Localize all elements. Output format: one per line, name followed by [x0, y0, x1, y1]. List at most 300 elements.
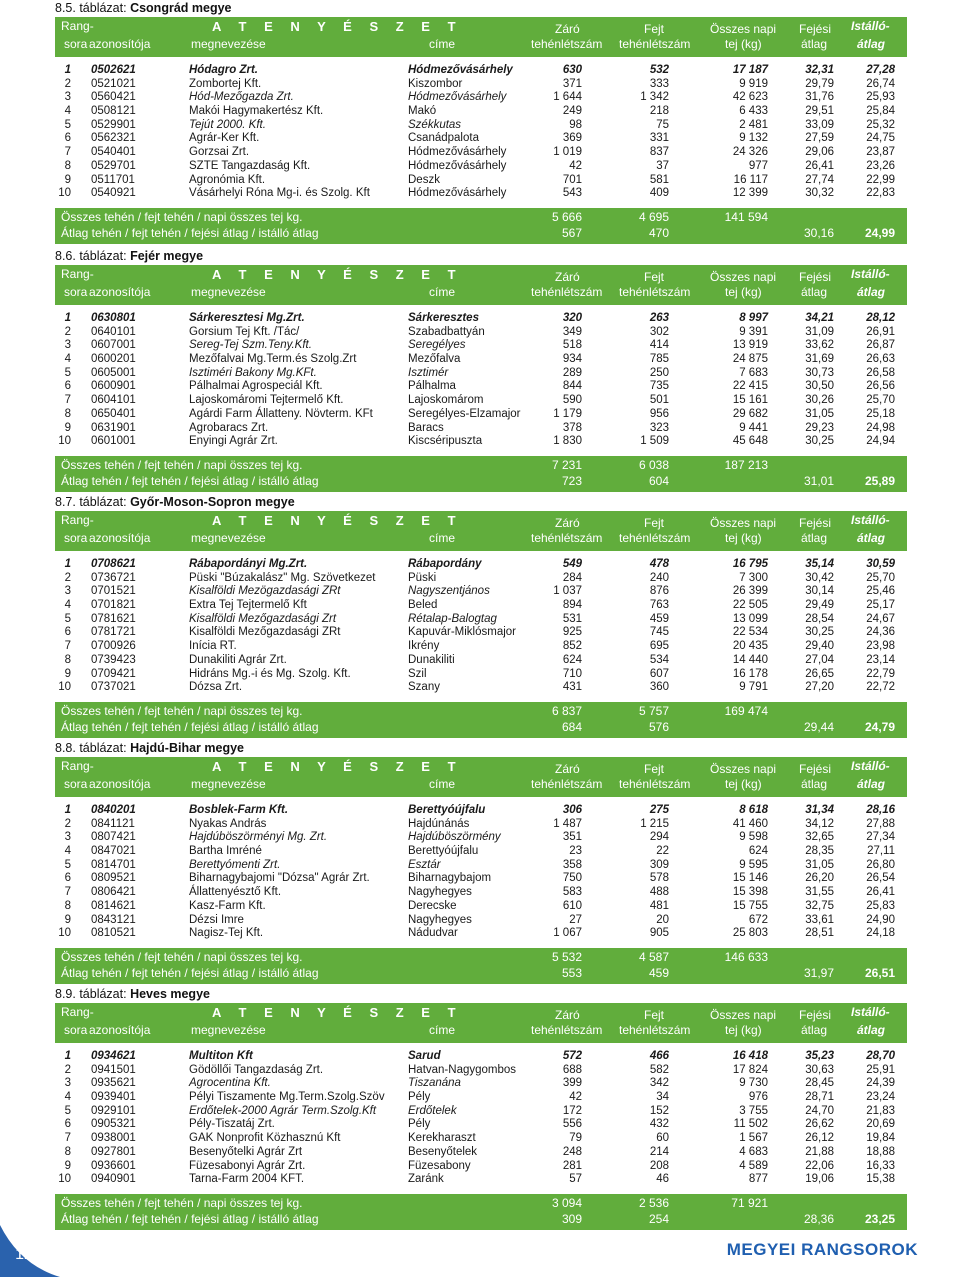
table-row: [55, 927, 907, 941]
milking-header-1: Fejt: [644, 1008, 665, 1022]
name-cell: Erdőtelek-2000 Agrár Term.Szolg.Kft: [189, 1104, 377, 1117]
addr-cell: Hódmezővásárhely: [408, 91, 507, 104]
milk-avg-cell: 29,79: [805, 77, 834, 90]
page-number: 12: [15, 1246, 33, 1263]
milking-cell: 1 215: [640, 817, 669, 830]
addr-cell: Biharnagybajom: [408, 872, 492, 885]
total-milking: 6 038: [638, 457, 669, 472]
total-milk-cell: 42 623: [732, 91, 768, 104]
name-cell: Gödöllői Tangazdaság Zrt.: [189, 1063, 324, 1076]
total-header-2: tej (kg): [725, 777, 762, 791]
rank-cell: 10: [58, 681, 71, 694]
id-cell: 0739423: [91, 653, 136, 666]
table-row: [55, 626, 907, 640]
avg-milk: 31,97: [803, 965, 834, 980]
total-header-1: Összes napi: [710, 270, 777, 284]
rank-cell: 7: [64, 886, 71, 899]
table-row: [55, 160, 907, 174]
closing-cell: 1 179: [553, 407, 582, 420]
milking-header-1: Fejt: [644, 516, 665, 530]
closing-cell: 590: [562, 394, 582, 407]
milk-avg-header-2: átlag: [801, 777, 828, 791]
closing-header-1: Záró: [555, 270, 580, 284]
county-table-section: [55, 494, 907, 738]
closing-cell: 583: [562, 886, 582, 899]
rank-cell: 9: [64, 173, 71, 186]
total-milk-cell: 24 875: [732, 353, 768, 366]
stable-avg-header-1: Istálló-: [851, 267, 890, 281]
milking-header-2: tehénlétszám: [619, 531, 691, 545]
stable-avg-cell: 28,16: [866, 804, 895, 816]
milking-cell: 763: [649, 599, 669, 612]
table-title: [55, 740, 907, 757]
totals-label-1: Összes tehén / fejt tehén / napi összes tej kg.: [61, 949, 303, 964]
milk-avg-cell: 27,20: [805, 681, 834, 694]
table-row: [55, 64, 907, 78]
id-cell: 0540401: [91, 146, 136, 159]
milking-cell: 488: [649, 886, 669, 899]
name-cell: Agrár-Ker Kft.: [189, 132, 260, 145]
total-cows: 5 666: [551, 209, 582, 224]
addr-cell: Pálhalma: [408, 380, 456, 393]
milk-avg-cell: 28,45: [805, 1077, 834, 1090]
milk-avg-cell: 34,12: [805, 817, 834, 830]
total-milk-cell: 977: [748, 159, 768, 172]
rank-cell: 4: [64, 599, 71, 612]
total-milking: 4 695: [638, 209, 669, 224]
addr-cell: Seregélyes: [408, 339, 466, 352]
name-cell: Hidráns Mg.-i és Mg. Szolg. Kft.: [189, 667, 351, 680]
milking-cell: 294: [649, 831, 669, 844]
total-milk-cell: 22 505: [732, 599, 768, 612]
name-cell: Pély-Tiszatáj Zrt.: [189, 1118, 275, 1131]
closing-cell: 1 830: [553, 435, 582, 448]
total-milking: 4 587: [638, 949, 669, 964]
total-milk-cell: 4 589: [739, 1159, 768, 1172]
total-milk-cell: 7 683: [739, 366, 768, 379]
milking-cell: 409: [649, 187, 669, 200]
total-milk-cell: 877: [748, 1173, 768, 1186]
id-cell: 0631901: [91, 421, 136, 434]
name-cell: Sereg-Tej Szm.Teny.Kft.: [189, 339, 312, 352]
stable-avg-cell: 28,70: [866, 1050, 895, 1062]
avg-milk: 29,44: [803, 719, 834, 734]
name-cell: Gorzsai Zrt.: [189, 146, 250, 159]
totals-label-1: Összes tehén / fejt tehén / napi összes tej kg.: [61, 703, 303, 718]
milking-cell: 532: [649, 64, 669, 76]
id-cell: 0781721: [91, 626, 136, 639]
milking-cell: 60: [656, 1132, 669, 1145]
id-cell: 0511701: [91, 173, 135, 186]
stable-avg-header-1: Istálló-: [851, 1005, 890, 1019]
name-cell: Kisalföldi Mezőgazdasági Zrt: [189, 612, 337, 625]
closing-cell: 572: [562, 1050, 582, 1062]
closing-cell: 42: [569, 159, 582, 172]
total-header-1: Összes napi: [710, 516, 777, 530]
closing-header-1: Záró: [555, 22, 580, 36]
milk-avg-cell: 26,62: [805, 1118, 834, 1131]
id-cell: 0502621: [91, 64, 136, 76]
milking-cell: 302: [649, 325, 669, 338]
total-header-2: tej (kg): [725, 285, 762, 299]
name-cell: Hajdúböszörményi Mg. Zrt.: [189, 831, 328, 844]
milk-avg-cell: 29,06: [805, 146, 834, 159]
total-milk-cell: 6 433: [739, 105, 768, 118]
total-milk: 71 921: [731, 1195, 768, 1210]
milk-avg-header-1: Fejési: [799, 516, 832, 530]
milking-cell: 275: [649, 804, 669, 816]
id-cell: 0560421: [91, 91, 136, 104]
closing-cell: 42: [569, 1091, 582, 1104]
milking-cell: 607: [649, 667, 669, 680]
county-name: Győr-Moson-Sopron megye: [130, 495, 295, 509]
stable-avg-cell: 24,75: [866, 132, 895, 145]
table-row: [55, 599, 907, 613]
milking-header-2: tehénlétszám: [619, 777, 691, 791]
rank-cell: 2: [64, 325, 71, 338]
milking-cell: 837: [649, 146, 669, 159]
closing-header-2: tehénlétszám: [531, 285, 603, 299]
table-row: [55, 435, 907, 449]
total-header-1: Összes napi: [710, 1008, 777, 1022]
addr-cell: Beled: [408, 599, 438, 612]
addr-cell: Berettyóújfalu: [408, 804, 486, 816]
id-cell: 0736721: [91, 571, 136, 584]
rank-cell: 8: [64, 1145, 71, 1158]
name-cell: Vásárhelyi Róna Mg-i. és Szolg. Kft: [189, 187, 370, 200]
milk-avg-cell: 30,63: [805, 1063, 834, 1076]
addr-cell: Dunakiliti: [408, 653, 455, 666]
id-cell: 0905321: [91, 1118, 136, 1131]
table-row: [55, 1160, 907, 1174]
id-cell: 0640101: [91, 325, 136, 338]
table-number: 8.9. táblázat:: [55, 987, 127, 1001]
total-milk-cell: 20 435: [732, 640, 768, 653]
id-cell: 0529901: [91, 118, 136, 131]
addr-cell: Hódmezővásárhely: [408, 146, 507, 159]
table-header: [55, 265, 907, 305]
id-cell: 0701521: [91, 585, 136, 598]
closing-cell: 248: [562, 1145, 582, 1158]
total-milk-cell: 9 598: [739, 831, 768, 844]
name-cell: Nagisz-Tej Kft.: [189, 927, 264, 940]
milk-avg-cell: 22,06: [805, 1159, 834, 1172]
addr-cell: Pély: [408, 1091, 431, 1104]
addr-cell: Berettyóújfalu: [408, 845, 479, 858]
total-milk-cell: 15 146: [732, 872, 768, 885]
addr-cell: Pély: [408, 1118, 431, 1131]
closing-cell: 1 644: [553, 91, 582, 104]
table-row: [55, 146, 907, 160]
table-row: [55, 818, 907, 832]
addr-cell: Lajoskomárom: [408, 394, 484, 407]
addr-cell: Kapuvár-Miklósmajor: [408, 626, 517, 639]
addr-cell: Hajdúböszörmény: [408, 831, 501, 844]
stable-avg-header-2: átlag: [857, 37, 886, 51]
closing-cell: 925: [562, 626, 582, 639]
total-milk: 169 474: [724, 703, 768, 718]
addr-cell: Füzesabony: [408, 1159, 471, 1172]
totals-label-1: Összes tehén / fejt tehén / napi összes tej kg.: [61, 457, 303, 472]
id-cell: 0604101: [91, 394, 136, 407]
addr-cell: Hatvan-Nagygombos: [408, 1063, 517, 1076]
addr-cell: Zaránk: [408, 1173, 444, 1186]
closing-cell: 1 019: [553, 146, 582, 159]
closing-cell: 399: [562, 1077, 582, 1090]
table-row: [55, 1050, 907, 1064]
name-header: megnevezése: [191, 777, 266, 791]
total-cows: 5 532: [551, 949, 582, 964]
milking-header-1: Fejt: [644, 270, 665, 284]
table-title: [55, 248, 907, 265]
name-cell: Extra Tej Tejtermelő Kft: [189, 599, 307, 612]
closing-header-2: tehénlétszám: [531, 777, 603, 791]
addr-header: címe: [429, 531, 456, 545]
table-row: [55, 339, 907, 353]
milk-avg-cell: 29,51: [805, 105, 834, 118]
id-cell: 0650401: [91, 407, 136, 420]
rank-cell: 3: [64, 339, 71, 352]
milk-avg-header-2: átlag: [801, 531, 828, 545]
stable-avg-cell: 19,84: [866, 1132, 895, 1145]
stable-avg-cell: 26,58: [866, 366, 895, 379]
closing-cell: 320: [562, 312, 582, 324]
rank-cell: 7: [64, 146, 71, 159]
rank-cell: 9: [64, 667, 71, 680]
name-cell: Rábapordányi Mg.Zrt.: [189, 558, 308, 570]
name-cell: Agronómia Kft.: [189, 173, 266, 186]
closing-cell: 610: [562, 899, 582, 912]
closing-header-2: tehénlétszám: [531, 1023, 603, 1037]
id-cell: 0600201: [91, 353, 136, 366]
rank-cell: 8: [64, 899, 71, 912]
table-row: [55, 668, 907, 682]
total-milk-cell: 8 618: [739, 804, 768, 816]
closing-cell: 27: [569, 913, 582, 926]
stable-avg-cell: 25,93: [866, 91, 895, 104]
rank-cell: 9: [64, 421, 71, 434]
table-body: [55, 64, 907, 201]
total-header-2: tej (kg): [725, 1023, 762, 1037]
table-row: [55, 91, 907, 105]
rank-cell: 3: [64, 831, 71, 844]
milking-cell: 20: [656, 913, 669, 926]
table-row: [55, 914, 907, 928]
avg-milking: 576: [648, 719, 669, 734]
total-milk: 141 594: [724, 209, 768, 224]
stable-avg-cell: 22,99: [866, 173, 895, 186]
id-cell: 0605001: [91, 366, 136, 379]
table-row: [55, 1118, 907, 1132]
milking-cell: 459: [649, 612, 669, 625]
breeder-header: A T E N Y É S Z E T: [212, 267, 463, 282]
total-milk-cell: 17 824: [732, 1063, 768, 1076]
total-milk: 146 633: [724, 949, 768, 964]
name-cell: Gorsium Tej Kft. /Tác/: [189, 325, 300, 338]
county-name: Hajdú-Bihar megye: [130, 741, 244, 755]
rank-header-1: Rang-: [61, 513, 94, 527]
milk-avg-header-2: átlag: [801, 1023, 828, 1037]
stable-avg-cell: 24,98: [866, 421, 895, 434]
addr-cell: Seregélyes-Elzamajor: [408, 407, 521, 420]
id-cell: 0814701: [91, 858, 136, 871]
rank-cell: 6: [64, 132, 71, 145]
table-body: [55, 558, 907, 695]
milking-cell: 250: [649, 366, 669, 379]
id-header: azonosítója: [89, 285, 151, 299]
stable-avg-cell: 23,24: [866, 1091, 895, 1104]
avg-stable: 23,25: [864, 1211, 895, 1226]
closing-cell: 1 487: [553, 817, 582, 830]
stable-avg-cell: 25,18: [866, 407, 895, 420]
closing-cell: 23: [569, 845, 582, 858]
stable-avg-cell: 22,83: [866, 187, 895, 200]
table-row: [55, 681, 907, 695]
table-row: [55, 1064, 907, 1078]
id-header: azonosítója: [89, 1023, 151, 1037]
table-row: [55, 1105, 907, 1119]
rank-header-1: Rang-: [61, 759, 94, 773]
milking-cell: 323: [649, 421, 669, 434]
milking-cell: 785: [649, 353, 669, 366]
table-title: [55, 986, 907, 1003]
closing-cell: 306: [562, 804, 582, 816]
id-cell: 0936601: [91, 1159, 136, 1172]
total-milk-cell: 41 460: [732, 817, 768, 830]
name-cell: Pálhalmai Agrospeciál Kft.: [189, 380, 323, 393]
id-cell: 0935621: [91, 1077, 136, 1090]
rank-cell: 1: [64, 312, 71, 324]
milking-cell: 240: [649, 571, 669, 584]
closing-cell: 57: [569, 1173, 582, 1186]
id-cell: 0529701: [91, 159, 136, 172]
name-cell: Mezőfalvai Mg.Term.és Szolg.Zrt: [189, 353, 357, 366]
milk-avg-cell: 31,76: [805, 91, 834, 104]
county-name: Fejér megye: [130, 249, 204, 263]
avg-stable: 26,51: [864, 965, 895, 980]
closing-cell: 844: [562, 380, 582, 393]
stable-avg-cell: 23,98: [866, 640, 895, 653]
milk-avg-cell: 30,42: [805, 571, 834, 584]
milking-cell: 478: [649, 558, 669, 570]
table-header: [55, 17, 907, 57]
closing-cell: 518: [562, 339, 582, 352]
table-number: 8.5. táblázat:: [55, 1, 127, 15]
milk-avg-cell: 33,09: [805, 118, 834, 131]
total-milk-cell: 15 161: [732, 394, 768, 407]
milk-avg-cell: 31,05: [805, 858, 834, 871]
total-milk: 187 213: [724, 457, 768, 472]
stable-avg-cell: 25,84: [866, 105, 895, 118]
milk-avg-cell: 27,74: [805, 173, 834, 186]
stable-avg-cell: 15,38: [866, 1173, 895, 1186]
stable-avg-cell: 28,12: [866, 312, 895, 324]
closing-cell: 98: [569, 118, 582, 131]
id-cell: 0737021: [91, 681, 136, 694]
table-row: [55, 394, 907, 408]
name-cell: Füzesabonyi Agrár Zrt.: [189, 1159, 306, 1172]
milking-cell: 581: [649, 173, 669, 186]
rank-header-1: Rang-: [61, 267, 94, 281]
closing-cell: 351: [562, 831, 582, 844]
milking-cell: 745: [649, 626, 669, 639]
closing-cell: 431: [562, 681, 582, 694]
milking-cell: 582: [649, 1063, 669, 1076]
id-cell: 0841121: [91, 817, 135, 830]
milking-cell: 214: [649, 1145, 669, 1158]
milking-cell: 342: [649, 1077, 669, 1090]
breeder-header: A T E N Y É S Z E T: [212, 1005, 463, 1020]
total-milk-cell: 4 683: [739, 1145, 768, 1158]
total-header-1: Összes napi: [710, 22, 777, 36]
table-header: [55, 511, 907, 551]
total-milk-cell: 16 795: [732, 558, 768, 570]
totals-label-2: Átlag tehén / fejt tehén / fejési átlag / istálló átlag: [61, 1211, 319, 1226]
id-header: azonosítója: [89, 37, 151, 51]
milking-cell: 876: [649, 585, 669, 598]
milking-cell: 22: [656, 845, 669, 858]
stable-avg-cell: 26,87: [866, 339, 895, 352]
stable-avg-header-1: Istálló-: [851, 19, 890, 33]
name-cell: GAK Nonprofit Közhasznú Kft: [189, 1132, 341, 1145]
stable-avg-cell: 27,88: [866, 817, 895, 830]
milking-cell: 152: [649, 1104, 669, 1117]
rank-cell: 9: [64, 913, 71, 926]
milk-avg-cell: 28,35: [805, 845, 834, 858]
addr-cell: Kiscséripuszta: [408, 435, 483, 448]
milk-avg-cell: 29,40: [805, 640, 834, 653]
addr-cell: Sarud: [408, 1050, 441, 1062]
closing-cell: 249: [562, 105, 582, 118]
closing-cell: 369: [562, 132, 582, 145]
table-number: 8.7. táblázat:: [55, 495, 127, 509]
total-milk-cell: 15 755: [732, 899, 768, 912]
stable-avg-cell: 25,70: [866, 571, 895, 584]
table-row: [55, 1132, 907, 1146]
total-header-2: tej (kg): [725, 531, 762, 545]
stable-avg-header-1: Istálló-: [851, 513, 890, 527]
name-cell: Püski "Búzakalász" Mg. Szövetkezet: [189, 571, 376, 584]
table-row: [55, 831, 907, 845]
id-cell: 0840201: [91, 804, 136, 816]
rank-cell: 7: [64, 640, 71, 653]
milking-cell: 1 342: [640, 91, 669, 104]
name-cell: SZTE Tangazdaság Kft.: [189, 159, 311, 172]
total-milk-cell: 16 117: [733, 173, 768, 186]
id-cell: 0540921: [91, 187, 136, 200]
id-cell: 0709421: [91, 667, 136, 680]
milking-cell: 218: [649, 105, 669, 118]
id-header: azonosítója: [89, 531, 151, 545]
rank-cell: 9: [64, 1159, 71, 1172]
addr-cell: Csanádpalota: [408, 132, 479, 145]
stable-avg-cell: 25,91: [866, 1063, 895, 1076]
table-row: [55, 422, 907, 436]
milking-cell: 735: [649, 380, 669, 393]
milk-avg-cell: 30,25: [805, 435, 834, 448]
milk-avg-header-1: Fejési: [799, 1008, 832, 1022]
addr-cell: Erdőtelek: [408, 1104, 457, 1117]
table-row: [55, 640, 907, 654]
county-table-section: [55, 740, 907, 984]
table-row: [55, 105, 907, 119]
milk-avg-header-1: Fejési: [799, 270, 832, 284]
rank-cell: 2: [64, 571, 71, 584]
name-header: megnevezése: [191, 531, 266, 545]
name-header: megnevezése: [191, 37, 266, 51]
id-cell: 0929101: [91, 1104, 136, 1117]
table-row: [55, 380, 907, 394]
